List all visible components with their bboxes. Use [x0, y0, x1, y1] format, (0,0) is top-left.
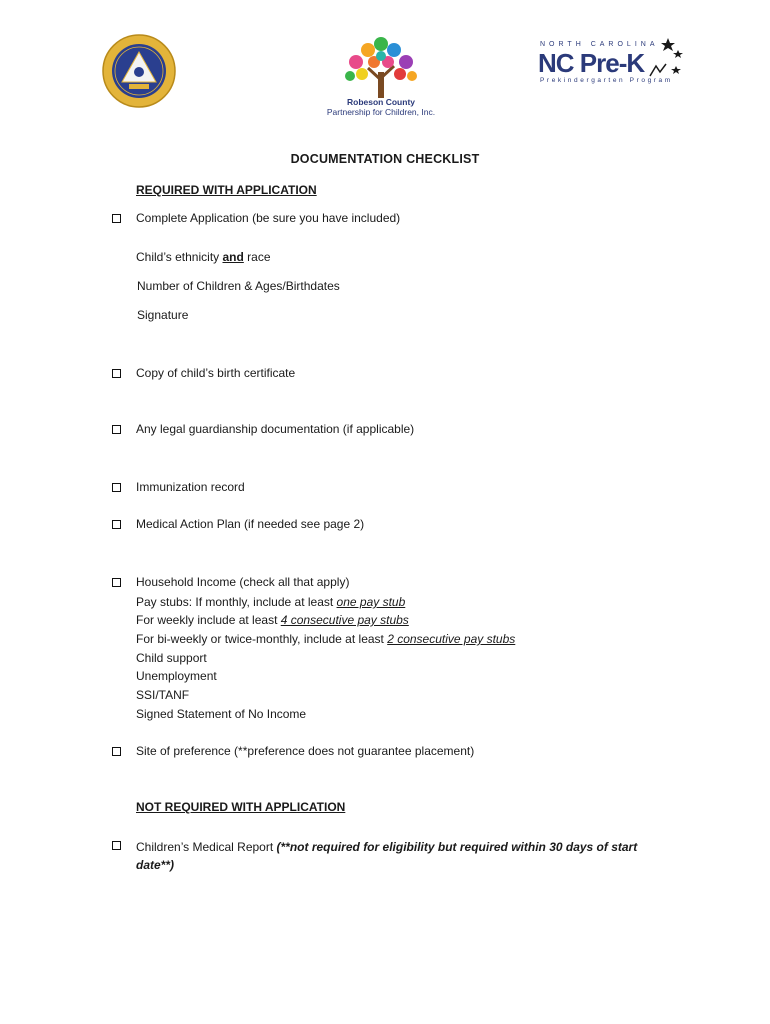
item-medical-report [136, 838, 666, 874]
checkbox-income[interactable] [112, 578, 121, 587]
item-income: Household Income (check all that apply) [136, 575, 350, 589]
checkbox-guardianship[interactable] [112, 425, 121, 434]
item-site: Site of preference (**preference does not guarantee placement) [136, 744, 475, 758]
item-guardianship: Any legal guardianship documentation (if applicable) [136, 422, 415, 436]
required-heading: REQUIRED WITH APPLICATION [136, 183, 317, 197]
item-children-ages: Number of Children & Ages/Birthdates [137, 279, 340, 293]
prek-logo-state: NORTH CAROLINA [540, 41, 659, 48]
item-signature: Signature [137, 308, 189, 322]
partnership-caption-line1: Robeson County [347, 97, 415, 107]
checkbox-application[interactable] [112, 214, 121, 223]
pay-monthly-emph: one pay stub [336, 595, 406, 609]
item-ethnicity [136, 250, 271, 264]
pay-weekly-text: For weekly include at least [136, 613, 281, 627]
item-immunization: Immunization record [136, 480, 245, 494]
item-application: Complete Application (be sure you have included) [136, 211, 401, 225]
partnership-caption-line2: Partnership for Children, Inc. [326, 107, 436, 117]
item-unemployment: Unemployment [136, 669, 217, 683]
item-pay-biweekly [136, 632, 515, 646]
pay-biweekly-text: For bi-weekly or twice-monthly, include at least [136, 632, 388, 646]
prek-logo-subtitle: Prekindergarten Program [540, 77, 673, 84]
item-pay-monthly [136, 595, 405, 609]
pay-weekly-emph: 4 consecutive pay stubs [280, 613, 409, 627]
checkbox-site[interactable] [112, 747, 121, 756]
checkbox-immunization[interactable] [112, 483, 121, 492]
checkbox-birth-cert[interactable] [112, 369, 121, 378]
partnership-caption [318, 97, 444, 117]
ethnicity-and: and [222, 250, 244, 264]
medical-report-label: Children’s Medical Report [136, 840, 277, 854]
ethnicity-pre: Child’s ethnicity [136, 250, 223, 264]
school-seal-logo [102, 34, 176, 108]
item-child-support: Child support [136, 651, 207, 665]
pay-biweekly-emph: 2 consecutive pay stubs [387, 632, 516, 646]
item-birth-cert: Copy of child’s birth certificate [136, 366, 296, 380]
item-ssi: SSI/TANF [136, 688, 190, 702]
ethnicity-post: race [243, 250, 271, 264]
medical-report-note: (**not required for eligibility but required within 30 days of start date**) [136, 840, 638, 872]
item-no-income: Signed Statement of No Income [136, 707, 307, 721]
pay-monthly-text: Pay stubs: If monthly, include at least [136, 595, 337, 609]
prek-stars-icon [646, 36, 686, 84]
checkbox-medical-report[interactable] [112, 841, 121, 850]
item-pay-weekly [136, 613, 409, 627]
page-title: DOCUMENTATION CHECKLIST [290, 152, 480, 166]
checkbox-medical-plan[interactable] [112, 520, 121, 529]
not-required-heading: NOT REQUIRED WITH APPLICATION [136, 800, 346, 814]
item-medical-plan: Medical Action Plan (if needed see page 2) [136, 517, 365, 531]
prek-logo-title: NC Pre-K [538, 48, 645, 78]
